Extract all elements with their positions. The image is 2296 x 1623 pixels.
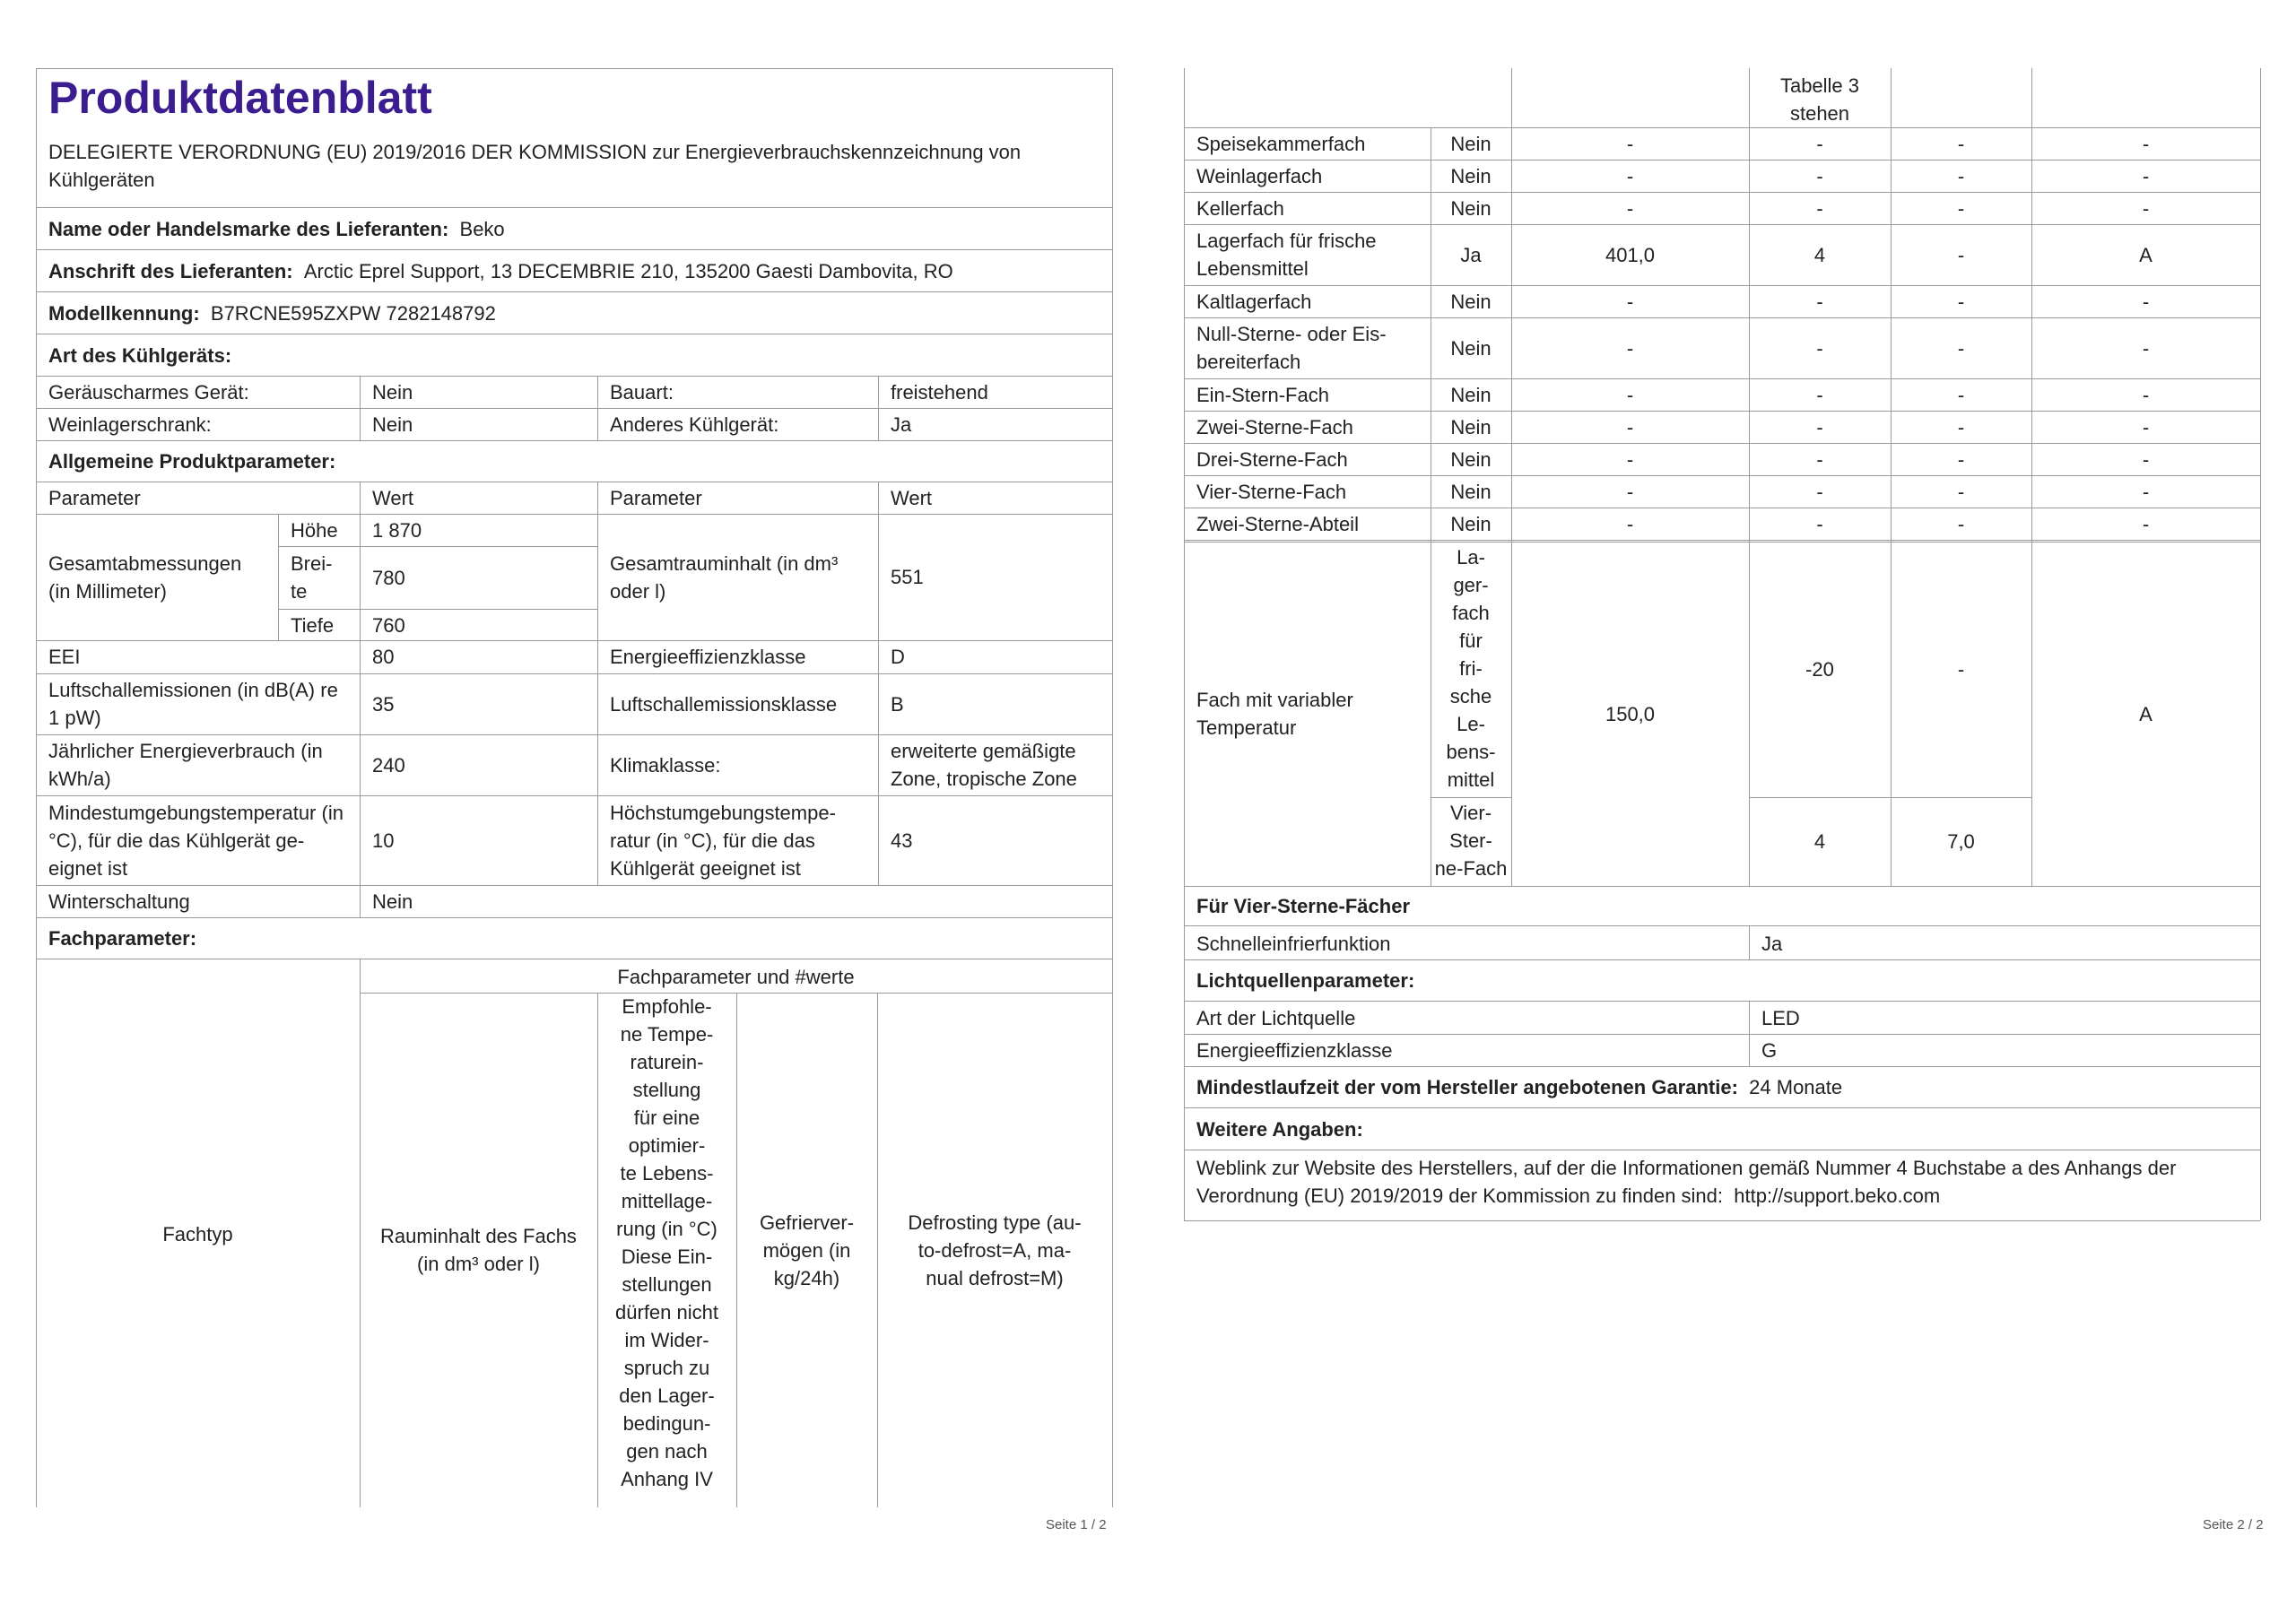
model-row [36, 292, 1112, 334]
compartment-type: Speisekammerfach [1196, 132, 1366, 155]
param-cell: Luftschallemissionen (in dB(A) re 1 pW) [48, 679, 338, 729]
compartment-freezing: - [1957, 336, 1965, 360]
type-cell: Geräuscharmes Gerät: [48, 380, 249, 404]
warranty-value: 24 Monate [1749, 1075, 1843, 1098]
weblink-url[interactable]: http://support.beko.com [1734, 1185, 1941, 1207]
compartment-present: Nein [1450, 336, 1492, 360]
param-cell: 80 [372, 646, 395, 668]
volume-header: Rauminhalt des Fachs (in dm³ oder l) [380, 1225, 577, 1275]
variable-freeze-2: 7,0 [1947, 830, 1975, 853]
compartment-volume: - [1626, 290, 1634, 313]
compartment-volume: - [1626, 512, 1634, 535]
compartment-present: Nein [1450, 447, 1492, 471]
type-cell: Nein [372, 412, 413, 436]
type-cell: Nein [372, 380, 413, 404]
light-source-heading: Lichtquellenparameter: [1196, 968, 1415, 992]
compartment-defrost: - [2142, 512, 2150, 535]
compartment-temperature: - [1816, 512, 1823, 535]
compartment-present: Nein [1450, 132, 1492, 155]
continued-cell: Tabelle 3 stehen [1779, 74, 1860, 125]
dimension-name: Brei- te [291, 552, 333, 603]
compartment-freezing: - [1957, 196, 1965, 220]
compartment-present: Ja [1460, 243, 1482, 266]
dimension-name: Höhe [291, 518, 338, 542]
compartment-freezing: - [1957, 132, 1965, 155]
param-cell: D [891, 646, 905, 668]
param-cell: Nein [372, 890, 413, 913]
params-header-cell: Wert [891, 486, 933, 509]
compartment-volume: - [1626, 383, 1634, 406]
compartment-temperature: - [1816, 290, 1823, 313]
freezing-capacity-header: Gefrierver- mögen (in kg/24h) [759, 1211, 855, 1289]
compartment-volume: - [1626, 447, 1634, 471]
general-params-heading: Allgemeine Produktparameter: [48, 449, 336, 473]
params-header-cell: Parameter [610, 486, 702, 509]
compartment-volume: - [1626, 132, 1634, 155]
compartment-defrost: - [2142, 383, 2150, 406]
compartment-temperature: - [1816, 480, 1823, 503]
compartment-type: Ein-Stern-Fach [1196, 383, 1329, 406]
model-id: B7RCNE595ZXPW 7282148792 [210, 301, 496, 325]
dimension-value: 760 [372, 613, 405, 637]
supplier-name: Beko [459, 217, 505, 240]
compartment-defrost: - [2142, 164, 2150, 187]
compartment-type: Lagerfach für frische Lebensmittel [1196, 230, 1377, 280]
compartment-present: Nein [1450, 196, 1492, 220]
light-type-value: LED [1761, 1006, 1800, 1029]
compartment-temperature: 4 [1813, 243, 1826, 266]
variable-temp-1: -20 [1805, 658, 1834, 681]
compartment-params-heading: Fachparameter: [48, 926, 197, 950]
variable-sub-four-star: Vier- Ster- ne-Fach [1434, 802, 1508, 880]
compartment-freezing: - [1957, 164, 1965, 187]
supplier-address: Arctic Eprel Support, 13 DECEMBRIE 210, 135200 Gaesti Dambovita, RO [303, 259, 953, 282]
defrost-type-header: Defrosting type (au- to-defrost=A, ma- nual defrost=M) [908, 1211, 1082, 1289]
param-cell: Höchstumgebungstempe- ratur (in °C), für die das Kühlgerät geeignet ist [610, 801, 836, 880]
four-star-heading: Für Vier-Sterne-Fächer [1196, 894, 1411, 917]
page-number: Seite 1 / 2 [1046, 1517, 1107, 1532]
compartment-present: Nein [1450, 512, 1492, 535]
dimension-value: 1 870 [372, 518, 422, 542]
compartment-present: Nein [1450, 164, 1492, 187]
param-cell: Jährlicher Energieverbrauch (in kWh/a) [48, 740, 323, 790]
dimensions-label: Gesamtabmessungen (in Millimeter) [48, 551, 242, 603]
compartment-present: Nein [1450, 480, 1492, 503]
page-number: Seite 2 / 2 [2203, 1517, 2264, 1532]
supplier-address-row [36, 250, 1112, 291]
light-type-label: Art der Lichtquelle [1196, 1006, 1356, 1029]
total-volume-label: Gesamtrauminhalt (in dm³ oder l) [610, 551, 839, 603]
compartment-type: Null-Sterne- oder Eis- bereiterfach [1196, 323, 1387, 373]
further-info-heading: Weitere Angaben: [1196, 1117, 1363, 1141]
compartment-freezing: - [1957, 383, 1965, 406]
variable-sub-fresh: La- ger- fach für fri- sche Le- bens- mittel [1446, 546, 1496, 791]
compartment-temperature: - [1816, 164, 1823, 187]
quick-freeze-value: Ja [1761, 932, 1783, 955]
compartment-present: Nein [1450, 383, 1492, 406]
compartment-volume: 401,0 [1605, 243, 1656, 266]
supplier-name-row [36, 208, 1112, 249]
compartment-defrost: - [2142, 132, 2150, 155]
compartment-defrost: - [2142, 290, 2150, 313]
compartment-temperature: - [1816, 383, 1823, 406]
light-class-label: Energieeffizienzklasse [1196, 1038, 1393, 1062]
param-cell: 43 [891, 829, 913, 852]
weblink-text: Weblink zur Website des Herstellers, auf der die Informationen gemäß Nummer 4 Buchstabe a des Anhangs der Verordnung (EU) 2019/2019 der Kommission zu finden sind: [1196, 1157, 2177, 1207]
compartment-temperature: - [1816, 447, 1823, 471]
dimension-name: Tiefe [291, 613, 335, 637]
compartment-defrost: - [2142, 447, 2150, 471]
compartment-freezing: - [1957, 512, 1965, 535]
param-cell: B [891, 692, 904, 716]
compartment-type: Kellerfach [1196, 196, 1284, 220]
type-cell: Ja [891, 412, 912, 436]
model-label: Modellkennung: [48, 301, 200, 325]
total-volume-value: 551 [891, 566, 924, 588]
compartment-defrost: A [2139, 243, 2152, 266]
weblink-row [1184, 1150, 2260, 1220]
compartment-volume: - [1626, 415, 1634, 438]
page-2 [1148, 0, 2296, 1623]
param-cell: erweiterte gemäßigte Zone, tropische Zone [891, 740, 1077, 790]
light-class-value: G [1761, 1038, 1778, 1062]
regulation-text: DELEGIERTE VERORDNUNG (EU) 2019/2016 DER KOMMISSION zur Energieverbrauchskennzeichnung von Kühlgeräten [48, 141, 1022, 191]
param-cell: Klimaklasse: [610, 753, 721, 777]
temperature-header: Empfohle- ne Tempe- raturein- stellung für eine optimier- te Lebens- mittellage- rung (in °C) Diese Ein- stellungen dürfen nicht im Wider- spruch zu den Lager- bedingun- gen nach Anhang IV [615, 995, 718, 1490]
variable-temp-2: 4 [1813, 830, 1826, 853]
variable-volume: 150,0 [1605, 702, 1656, 725]
param-cell: Energieeffizienzklasse [610, 646, 806, 668]
compartment-freezing: - [1957, 243, 1965, 266]
compartment-type: Zwei-Sterne-Fach [1196, 415, 1353, 438]
quick-freeze-label: Schnelleinfrierfunktion [1196, 932, 1391, 955]
param-cell: 240 [372, 753, 405, 777]
supplier-name-label: Name oder Handelsmarke des Lieferanten: [48, 217, 449, 240]
param-cell: Mindestumgebungstemperatur (in °C), für die das Kühlgerät ge- eignet ist [48, 801, 344, 880]
compartment-volume: - [1626, 336, 1634, 360]
type-cell: Weinlagerschrank: [48, 412, 212, 436]
compartment-type: Drei-Sterne-Fach [1196, 447, 1348, 471]
compartment-temperature: - [1816, 196, 1823, 220]
type-cell: Bauart: [610, 380, 674, 404]
variable-defrost: A [2139, 702, 2152, 725]
fachparameter-group-header: Fachparameter und #werte [617, 965, 855, 988]
variable-freeze-1: - [1957, 658, 1965, 681]
compartment-temperature: - [1816, 415, 1823, 438]
appliance-type-heading: Art des Kühlgeräts: [48, 343, 232, 367]
compartment-freezing: - [1957, 480, 1965, 503]
compartment-freezing: - [1957, 290, 1965, 313]
compartment-defrost: - [2142, 415, 2150, 438]
compartment-type: Zwei-Sterne-Abteil [1196, 512, 1359, 535]
compartment-present: Nein [1450, 290, 1492, 313]
type-cell: freistehend [891, 380, 988, 404]
compartment-defrost: - [2142, 336, 2150, 360]
compartment-temperature: - [1816, 336, 1823, 360]
param-cell: 10 [372, 829, 395, 852]
type-cell: Anderes Kühlgerät: [610, 412, 779, 436]
compartment-freezing: - [1957, 415, 1965, 438]
param-cell: Winterschaltung [48, 890, 190, 913]
params-header-cell: Parameter [48, 486, 141, 509]
variable-temp-label: Fach mit variabler Temperatur [1196, 689, 1353, 739]
warranty-label: Mindestlaufzeit der vom Hersteller angebotenen Garantie: [1196, 1075, 1738, 1098]
supplier-address-label: Anschrift des Lieferanten: [48, 259, 293, 282]
document-title: Produktdatenblatt [48, 73, 432, 123]
compartment-type: Weinlagerfach [1196, 164, 1323, 187]
compartment-temperature: - [1816, 132, 1823, 155]
param-cell: EEI [48, 646, 81, 668]
compartment-type: Vier-Sterne-Fach [1196, 480, 1347, 503]
compartment-present: Nein [1450, 415, 1492, 438]
fachtyp-header: Fachtyp [162, 1222, 233, 1245]
param-cell: Luftschallemissionsklasse [610, 692, 838, 716]
compartment-volume: - [1626, 480, 1634, 503]
compartment-volume: - [1626, 164, 1634, 187]
compartment-freezing: - [1957, 447, 1965, 471]
param-cell: 35 [372, 692, 395, 716]
params-header-cell: Wert [372, 486, 414, 509]
compartment-volume: - [1626, 196, 1634, 220]
dimension-value: 780 [372, 566, 405, 589]
compartment-defrost: - [2142, 480, 2150, 503]
warranty-row [1184, 1066, 2260, 1107]
compartment-type: Kaltlagerfach [1196, 290, 1312, 313]
compartment-defrost: - [2142, 196, 2150, 220]
